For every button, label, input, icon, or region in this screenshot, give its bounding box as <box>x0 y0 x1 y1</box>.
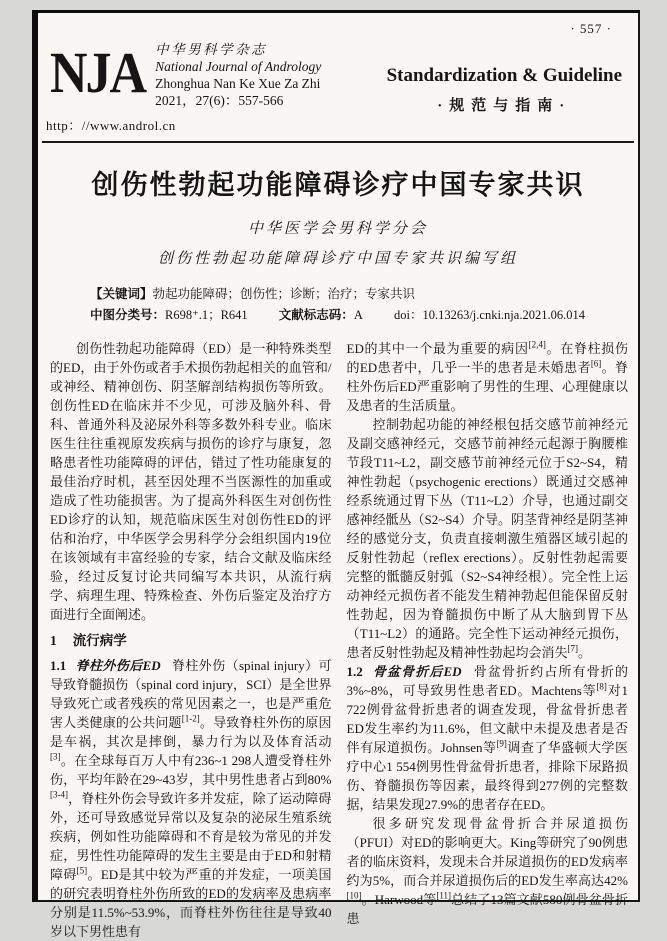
article-body <box>38 339 638 941</box>
right-column <box>347 339 629 941</box>
journal-name-pinyin: Zhonghua Nan Ke Xue Za Zhi <box>155 76 321 91</box>
doi-label: doi： <box>393 308 423 322</box>
left-column <box>50 339 332 941</box>
paragraph-pfui: 很多研究发现骨盆骨折合并尿道损伤（PFUI）对ED的影响更大。King等研究了90例患者的临床资料，发现未合并尿道损伤的ED发病率约为5%，而合并尿道损伤后的ED发生率高达42%[10]。Harwood等[11]总结了13篇文献580例骨盆骨折患 <box>346 816 628 926</box>
header-divider <box>42 141 634 143</box>
section-1-heading <box>50 631 332 650</box>
journal-url: http：//www.androl.cn <box>46 118 176 133</box>
doi-group <box>394 308 585 322</box>
paragraph-continuation: ED的其中一个最为重要的病因[2,4]。在脊柱损伤的ED患者中，几乎一半的患者是未婚患者[6]。脊柱外伤后ED严重影响了男性的生理、心理健康以及患者的生活质量。 <box>346 339 628 413</box>
section-1-number: 1 <box>50 633 57 648</box>
clc-group <box>90 308 248 322</box>
paragraph-section-1-2 <box>347 662 629 814</box>
keywords-line <box>90 284 592 305</box>
journal-logo: NJA <box>50 41 146 106</box>
section-1-2-head: 骨盆骨折后ED <box>371 664 462 679</box>
keywords-label: 【关键词】 <box>90 287 153 301</box>
doc-code-value: A <box>353 308 363 322</box>
section-1-2-number: 1.2 <box>346 664 363 679</box>
clc-label: 中图分类号： <box>90 308 166 322</box>
article-title: 创伤性勃起功能障碍诊疗中国专家共识 <box>91 170 585 200</box>
journal-page <box>32 10 640 939</box>
section-1-1-number: 1.1 <box>50 658 67 673</box>
journal-brand <box>46 37 321 109</box>
clc-value: R698⁺.1；R641 <box>165 308 248 322</box>
column-heading <box>387 37 622 115</box>
author-line-1: 中华医学会男科学分会 <box>247 221 428 237</box>
page-number: · 557 · <box>570 21 612 36</box>
section-1-1-text: 脊柱外伤（spinal injury）可导致脊髓损伤（spinal cord injury，SCI）是全世界导致死亡或者残疾的常见因素之一，也是严重危害人类健康的公共问题[1-2]。导致脊柱外伤的原因是车祸，其次是摔倒，暴力行为以及体育活动[3]。在全球每百万人中有236~1 298人遭受脊柱外伤，平均年龄在29~43岁，其中男性患者占到80%[3-4]，脊柱外伤会导致许多并发症，除了运动障碍外，还可导致感觉异常以及复杂的泌尿生殖系统疾病，例如性功能障碍和不育是较为常见的并发症，男性性功能障碍的发生主要是由于ED和射精障碍[5]。ED是其中较为严重的并发症，一项美国的研究表明脊柱外伤所致的ED的发病率及患病率分别是11.5%~53.9%，而脊柱外伤往往是导致40岁以下男性患有 <box>50 658 332 939</box>
doc-code-label: 文献标志码： <box>278 308 354 322</box>
paragraph-section-1-1 <box>50 656 332 941</box>
doc-code-group <box>279 308 363 322</box>
journal-name-en: National Journal of Andrology <box>155 59 322 74</box>
section-1-1-head: 脊柱外伤后ED <box>75 658 161 673</box>
journal-header <box>38 37 638 115</box>
section-1-2-text: 骨盆骨折约占所有骨折的3%~8%，可导致男性患者ED。Machtens等[8]对1 722例骨盆骨折患者的调查发现，骨盆骨折患者ED发生率约为11.6%，但文献中未提及患者是否伴有尿道损伤。Johnsen等[9]调查了华盛顿大学医疗中心1 554例男性骨盆骨折患者，排除下尿路损伤、脊髓损伤等因素，最终得到277例的完整数据，结果发现27.9%的患者存在ED。 <box>346 664 628 812</box>
classification-line <box>90 305 592 326</box>
paragraph-intro: 创伤性勃起功能障碍（ED）是一种特殊类型的ED，由于外伤或者手术损伤勃起相关的血管和/或神经、精神创伤、阴茎解剖结构损伤等所致。创伤性ED在临床并不少见，可涉及脑外科、骨科、普通外科及泌尿外科等多数外科专业。临床医生往往重视原发疾病与损伤的诊疗与康复，忽略患者性功能障碍的评估，错过了性功能康复的最佳治疗时机，甚至因处理不当医源性的加重或造成了性功能损害。为了提高外科医生对创伤性ED诊疗的认知，规范临床医生对创伤性ED的评估和治疗，中华医学会男科学分会组织国内19位在该领域有丰富经验的专家，结合文献及临床经验，经过反复讨论共同编写本共识，从流行病学、病理生理、特殊检查、外伤后鉴定及治疗方面进行全面阐述。 <box>50 341 332 622</box>
column-heading-en: Standardization & Guideline <box>386 65 622 86</box>
journal-issue-info: 2021，27(6)：557-566 <box>155 93 284 108</box>
author-line-2: 创伤性勃起功能障碍诊疗中国专家共识编写组 <box>157 251 518 267</box>
journal-name-cn: 中华男科学杂志 <box>155 42 268 57</box>
column-heading-cn: ·规范与指南· <box>437 98 572 114</box>
keywords-text: 勃起功能障碍；创伤性；诊断；治疗；专家共识 <box>152 287 416 301</box>
journal-brand-lines <box>155 37 321 109</box>
paragraph-neural-control: 控制勃起功能的神经根包括交感节前神经元及副交感神经元，交感节前神经元起源于胸腰椎节段T11~L2，副交感节前神经元位于S2~S4，精神性勃起（psychogenic erections）既通过交感神经系统通过胃下丛（T11~L2）介导，也通过副交感神经骶丛（S2~S4）介导。阴茎背神经是阴茎神经的感觉分支，负责直接刺激生殖器区域引起的反射性勃起（reflex erections）。反射性勃起需要完整的骶髓反射弧（S2~S4神经根）。完全性上运动神经元损伤者不能发生精神勃起但能保留反射性勃起，因为脊髓损伤中断了从大脑到胃下丛（T11~L2）的通路。完全性下运动神经元损伤，患者反射性勃起及精神性勃起均会消失[7]。 <box>346 417 628 660</box>
article-meta <box>90 284 592 326</box>
section-1-title: 流行病学 <box>72 633 127 648</box>
doi-value: 10.13263/j.cnki.nja.2021.06.014 <box>422 308 585 322</box>
